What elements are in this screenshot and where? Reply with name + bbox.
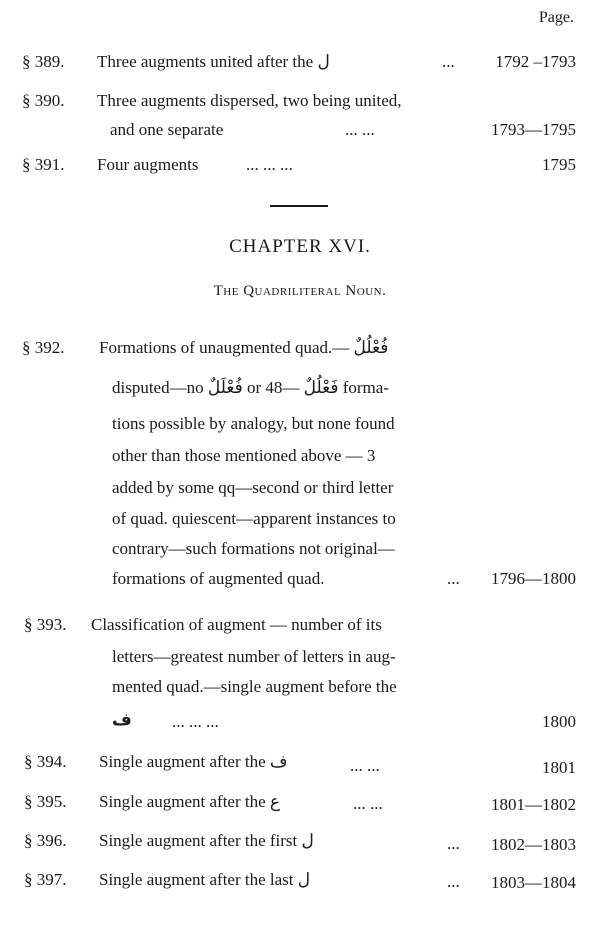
section-number: § 396. [24, 831, 67, 850]
chapter-subtitle: The Quadriliteral Noun. [213, 283, 387, 299]
entry-text: disputed—no فُعْلَلٌ or فَعْلُلٌ —48 forma- [112, 378, 389, 397]
page-range: 1801—1802 [491, 795, 576, 814]
entry-text: added by some qq—second or third letter [112, 478, 394, 497]
page-column-label: Page. [538, 9, 574, 26]
entry-text: Formations of unaugmented quad.— فُعْلُلٌ [99, 338, 389, 357]
arabic-letter: ف [112, 710, 132, 730]
entry-text: Single augment after the first ل [99, 831, 314, 850]
entry-text: Single augment after the ع [99, 792, 281, 811]
section-number: § 393. [24, 615, 67, 634]
page-range: 1796—1800 [491, 569, 576, 588]
page-range: 1803—1804 [491, 873, 576, 892]
section-number: § 395. [24, 792, 67, 811]
chapter-title: CHAPTER XVI. [229, 236, 371, 257]
leader-dots: ... ... [353, 794, 383, 813]
leader-dots: ... ... [350, 756, 380, 775]
section-number: § 392. [22, 338, 65, 357]
leader-dots: ... ... [345, 120, 375, 139]
leader-dots: ... [447, 569, 460, 588]
page-range: 1801 [542, 758, 576, 777]
entry-text: tions possible by analogy, but none found [112, 414, 395, 433]
leader-dots: ... ... ... [172, 712, 219, 731]
page-range: 1800 [542, 712, 576, 731]
entry-text: Three augments dispersed, two being united, [97, 91, 402, 110]
entry-text: contrary—such formations not original— [112, 539, 395, 558]
entry-text: other than those mentioned above — 3 [112, 446, 376, 465]
section-number: § 389. [22, 52, 65, 71]
entry-text: Single augment after the ف [99, 752, 288, 771]
page-range: 1802—1803 [491, 835, 576, 854]
section-number: § 390. [22, 91, 65, 110]
page-range: 1792 –1793 [495, 52, 576, 71]
entry-text: Three augments united after the ل [97, 52, 330, 71]
leader-dots: ... [447, 834, 460, 853]
page-range: 1793—1795 [491, 120, 576, 139]
section-number: § 391. [22, 155, 65, 174]
entry-text: letters—greatest number of letters in aug- [112, 647, 396, 666]
entry-text: Four augments [97, 155, 199, 174]
entry-text: mented quad.—single augment before the [112, 677, 397, 696]
entry-text: formations of augmented quad. [112, 569, 325, 588]
leader-dots: ... [442, 52, 455, 71]
entry-text: of quad. quiescent—apparent instances to [112, 509, 396, 528]
section-divider [270, 205, 328, 207]
entry-text: Single augment after the last ل [99, 870, 311, 889]
section-number: § 397. [24, 870, 67, 889]
entry-text: and one separate [110, 120, 224, 139]
section-number: § 394. [24, 752, 67, 771]
leader-dots: ... [447, 872, 460, 891]
leader-dots: ... ... ... [246, 155, 293, 174]
entry-text: Classification of augment — number of its [91, 615, 382, 634]
page-range: 1795 [542, 155, 576, 174]
